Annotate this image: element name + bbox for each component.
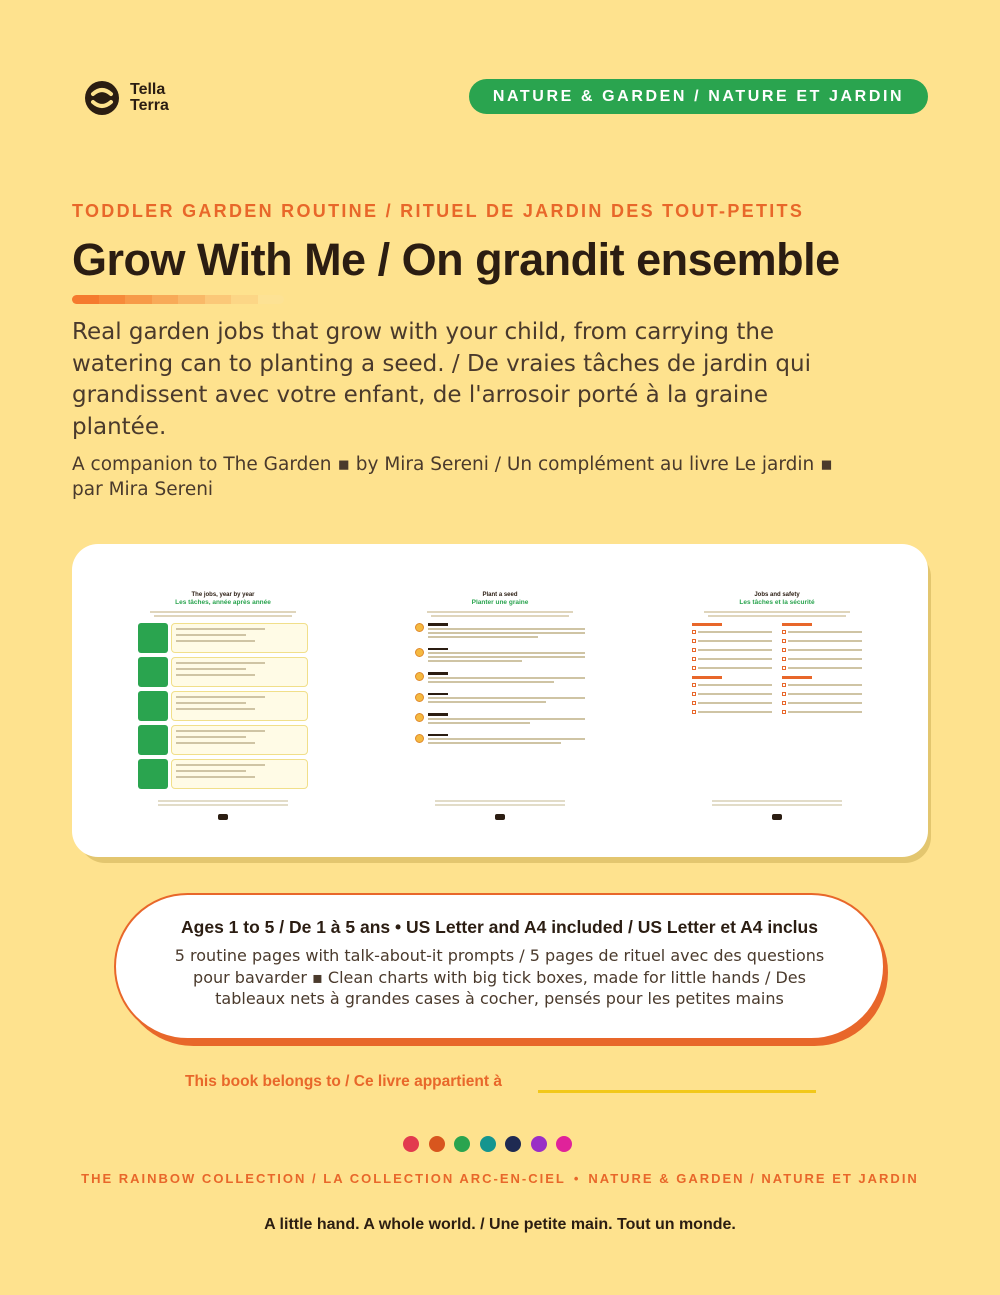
belongs-to-label: This book belongs to / Ce livre appartient à: [185, 1073, 502, 1090]
preview-page-subtitle: Les tâches, année après année: [175, 599, 271, 606]
footer-collection: [0, 1171, 1000, 1186]
title-bar-segment: [231, 295, 258, 304]
preview-page-jobs: [138, 592, 308, 820]
byline: A companion to The Garden ▪ by Mira Sereni / Un complément au livre Le jardin ▪ par Mira Sereni: [72, 454, 833, 500]
eyebrow-heading: TODDLER GARDEN ROUTINE / RITUEL DE JARDIN DES TOUT-PETITS: [72, 201, 805, 221]
preview-page-title: The jobs, year by year: [191, 592, 255, 598]
title-bar-segment: [72, 295, 99, 304]
title-bar-segment: [178, 295, 205, 304]
rainbow-dot: [429, 1136, 445, 1152]
collection-category: NATURE & GARDEN / NATURE ET JARDIN: [588, 1171, 919, 1186]
brand-name-line2: Terra: [130, 97, 169, 114]
title-bar-segment: [125, 295, 152, 304]
brand-name-line1: Tella: [130, 81, 166, 98]
preview-card: [72, 544, 928, 857]
preview-page-title: Jobs and safety: [754, 592, 800, 598]
rainbow-dot: [556, 1136, 572, 1152]
collection-name: THE RAINBOW COLLECTION / LA COLLECTION ARC-EN-CIEL: [81, 1171, 566, 1186]
tella-terra-logo-icon: [84, 80, 120, 116]
preview-page-plant: [415, 592, 585, 820]
name-write-line[interactable]: [538, 1090, 816, 1093]
brand-logo: [84, 80, 169, 116]
rainbow-dot: [454, 1136, 470, 1152]
rainbow-dot: [505, 1136, 521, 1152]
preview-page-safety: [692, 592, 862, 820]
footer-separator: •: [573, 1171, 581, 1186]
title-bar-segment: [152, 295, 179, 304]
preview-page-subtitle: Planter une graine: [471, 599, 529, 606]
title-bar-segment: [258, 295, 285, 304]
title-bar-segment: [99, 295, 126, 304]
info-heading: Ages 1 to 5 / De 1 à 5 ans • US Letter and A4 included / US Letter et A4 inclus: [181, 917, 818, 937]
tagline: A little hand. A whole world. / Une petite main. Tout un monde.: [264, 1216, 736, 1233]
rainbow-dot: [531, 1136, 547, 1152]
rainbow-dot: [403, 1136, 419, 1152]
info-body: 5 routine pages with talk-about-it prompts / 5 pages de rituel avec des questions pour bavarder ▪ Clean charts with big tick boxes, made for little hands / Des tableaux nets à grandes cases à cocher, pensés pour les petites mains: [174, 946, 825, 1008]
page-title: Grow With Me / On grandit ensemble: [72, 234, 840, 285]
rainbow-dots: [403, 1136, 572, 1152]
title-underline-bar: [72, 295, 284, 304]
preview-page-title: Plant a seed: [482, 592, 518, 598]
category-badge: NATURE & GARDEN / NATURE ET JARDIN: [469, 79, 928, 114]
preview-page-subtitle: Les tâches et la sécurité: [739, 599, 815, 606]
info-pill: [114, 893, 885, 1040]
rainbow-dot: [480, 1136, 496, 1152]
lede-paragraph: Real garden jobs that grow with your child, from carrying the watering can to planting a seed. / De vraies tâches de jardin qui grandissent avec votre enfant, de l'arrosoir porté à la graine plantée.: [72, 319, 811, 440]
title-bar-segment: [205, 295, 232, 304]
